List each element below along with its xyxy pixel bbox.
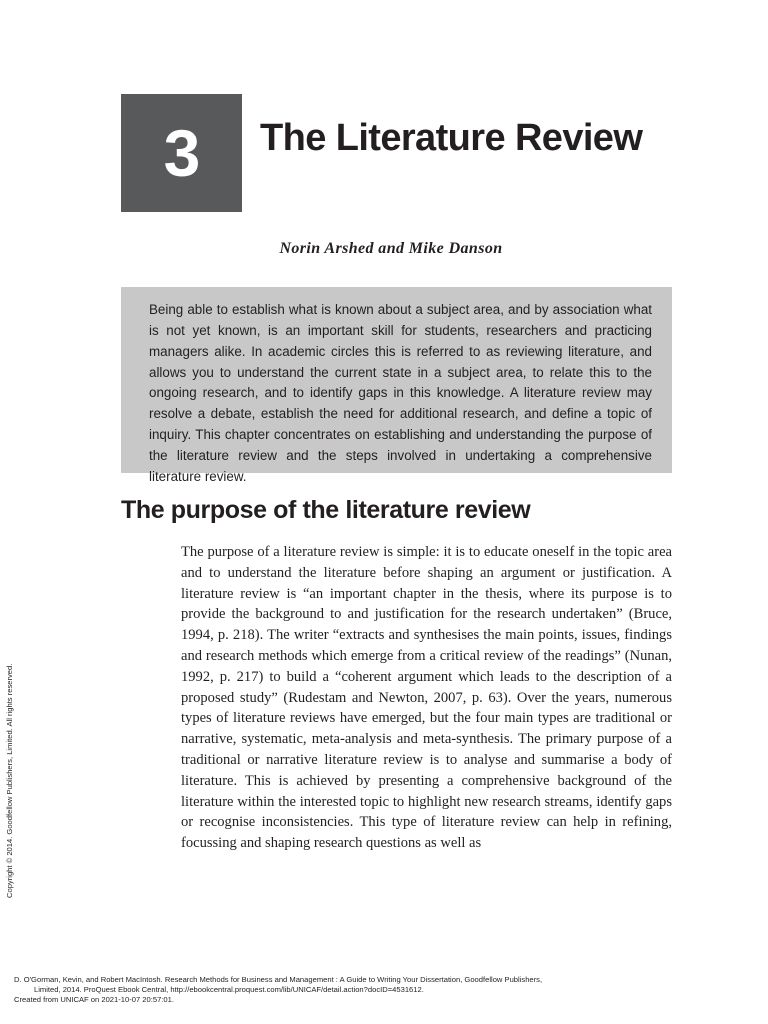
chapter-authors: Norin Arshed and Mike Danson	[279, 240, 503, 257]
citation-line-3: Created from UNICAF on 2021-10-07 20:57:01.	[14, 995, 174, 1004]
abstract-text: Being able to establish what is known about a subject area, and by association what is not yet known, is an important skill for students, researchers and practicing managers alike. In academic circles this is referred to as reviewing literature, and allows you to understand the current state in a subject area, to relate this to the ongoing research, and to identify gaps in this knowledge. A literature review may resolve a debate, establish the need for additional research, and define a topic of inquiry. This chapter concentrates on establishing and understanding the purpose of the literature review and the steps involved in undertaking a comprehensive literature review.	[149, 302, 652, 484]
chapter-number-box	[121, 94, 242, 212]
citation-line-1: D. O'Gorman, Kevin, and Robert MacIntosh. Research Methods for Business and Management : A Guide to Writing Your Dissertation, Goodfellow Publishers,	[14, 975, 543, 984]
chapter-title: The Literature Review	[260, 117, 643, 159]
chapter-number: 3	[163, 116, 200, 190]
copyright-notice: Copyright © 2014. Goodfellow Publishers, Limited. All rights reserved.	[5, 663, 14, 898]
section-body-text: The purpose of a literature review is simple: it is to educate oneself in the topic area and to understand the literature before shaping an argument or justification. A literature review is “an important chapter in the thesis, where its purpose is to provide the background to and justification for the research undertaken” (Bruce, 1994, p. 218). The writer “extracts and synthesises the main points, issues, findings and research methods which emerge from a critical review of the readings” (Nunan, 1992, p. 217) to build a “coherent argument which leads to the description of a proposed study” (Rudestam and Newton, 2007, p. 63). Over the years, numerous types of literature reviews have emerged, but the four main types are traditional or narrative, systematic, meta-analysis and meta-synthesis. The primary purpose of a traditional or narrative literature review is to analyse and summarise a body of literature. This is achieved by presenting a comprehensive background of the literature within the interested topic to highlight new research streams, identify gaps or recognise inconsistencies. This type of literature review can help in refining, focussing and shaping research questions as well as	[181, 544, 672, 852]
citation-footer	[14, 975, 754, 1005]
citation-line-2: Limited, 2014. ProQuest Ebook Central, http://ebookcentral.proquest.com/lib/UNICAF/detail.action?docID=4531612.	[34, 985, 424, 994]
section-heading: The purpose of the literature review	[121, 496, 531, 524]
abstract-box	[121, 287, 672, 484]
